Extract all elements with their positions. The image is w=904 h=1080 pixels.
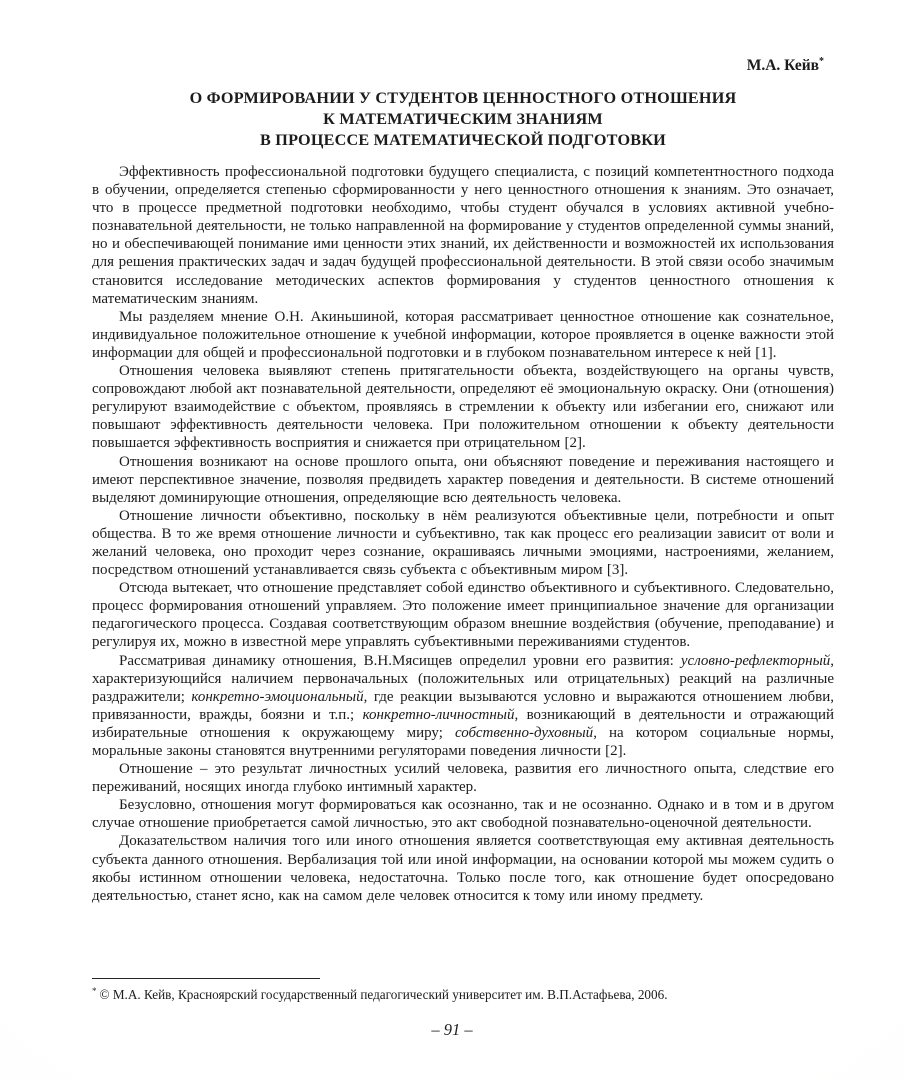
paragraph	[92, 308, 834, 362]
text-segment: , характеризующийся наличием первоначальных (положительных или отрицательных) реакций на различные раздражители;	[92, 652, 834, 705]
title-line-1: О ФОРМИРОВАНИИ У СТУДЕНТОВ ЦЕННОСТНОГО ОТНОШЕНИЯ	[189, 89, 737, 107]
text-segment: Отношения возникают на основе прошлого опыта, они объясняют поведение и переживания настоящего и имеют перспективное значение, позволяя предвидеть характер поведения и деятельности. В системе отношений выделяют доминирующие отношения, определяющие всю деятельность человека.	[92, 453, 834, 506]
text-segment: Безусловно, отношения могут формироваться как осознанно, так и не осознанно. Однако и в том и в другом случае отношение приобретается самой личностью, это акт свободной познавательно-оценочной деятельности.	[92, 797, 834, 832]
paragraph	[92, 163, 834, 308]
italic-term: конкретно-личностный	[362, 706, 515, 723]
text-segment: Рассматривая динамику отношения, В.Н.Мясищев определил уровни его развития:	[119, 652, 681, 669]
italic-term: условно-рефлекторный	[680, 652, 831, 669]
italic-term: собственно-духовный	[454, 724, 594, 741]
title-line-3: В ПРОЦЕССЕ МАТЕМАТИЧЕСКОЙ ПОДГОТОВКИ	[260, 131, 666, 149]
author-line	[92, 56, 834, 75]
paragraph	[92, 507, 834, 579]
text-segment: Эффективность профессиональной подготовки будущего специалиста, с позиций компетентностного подхода в обучении, определяется степенью сформированности у него ценностного отношения к знаниям. Это означает, что в процессе предметной подготовки необходимо, чтобы студент обучался в условиях активной учебно-познавательной деятельности, не только направленной на формирование у студентов определенной суммы знаний, но и обеспечивающей понимание ими ценности этих знаний, их действенности и возможностей их использования для решения практических задач и задач будущей профессиональной деятельности. В этой связи особо значимым становится исследование методических аспектов формирования у студентов ценностного отношения к математическим знаниям.	[92, 164, 834, 307]
paragraph	[92, 362, 834, 452]
italic-term: конкретно-эмоциональный	[191, 688, 364, 705]
text-segment: , на котором социальные нормы, моральные законы становятся внутренними регуляторами поведения личности [2].	[92, 724, 834, 759]
text-segment: Доказательством наличия того или иного отношения является соответствующая ему активная деятельность субъекта данного отношения. Вербализация той или иной информации, на основании которой мы можем судить о якобы истинном отношении человека, недостаточна. Только после того, как отношение будет опосредовано деятельностью, станет ясно, как на самом деле человек относится к тому или иному предмету.	[92, 833, 834, 904]
paragraph	[92, 579, 834, 651]
text-segment: , возникающий в деятельности и отражающий избирательные отношения к окружающему миру;	[92, 706, 834, 741]
article-body	[92, 163, 834, 905]
footnote-text: © М.А. Кейв, Красноярский государственный педагогический университет им. В.П.Астафьева, 2006.	[99, 987, 668, 1002]
paragraph	[92, 832, 834, 904]
title-line-2: К МАТЕМАТИЧЕСКИМ ЗНАНИЯМ	[323, 110, 603, 128]
paragraph	[92, 453, 834, 507]
footnote-mark: *	[92, 985, 97, 996]
author-name: М.А. Кейв	[746, 57, 819, 74]
paragraph	[92, 652, 834, 761]
footnote-rule	[92, 978, 320, 979]
paragraph	[92, 796, 834, 832]
author-footnote-mark: *	[819, 55, 824, 67]
page-number: – 91 –	[431, 1020, 473, 1039]
text-segment: Отсюда вытекает, что отношение представляет собой единство объективного и субъективного. Следовательно, процесс формирования отношений управляем. Это положение имеет принципиальное значение для организации педагогического процесса. Создавая соответствующим образом внешние воздействия (обучение, преподавание) и регулируя их, можно в известной мере управлять субъективными переживаниями студентов.	[92, 580, 834, 651]
text-segment: Отношение личности объективно, поскольку в нём реализуются объективные цели, потребности и опыт общества. В то же время отношение личности и субъективно, так как процесс его реализации зависит от воли и желаний человека, оно проходит через сознание, окрашиваясь личными эмоциями, настроениями, желанием, посредством отношений устанавливается связь субъекта с объективным миром [3].	[92, 507, 834, 579]
paragraph	[92, 760, 834, 796]
text-segment: Мы разделяем мнение О.Н. Акиньшиной, которая рассматривает ценностное отношение как сознательное, индивидуальное положительное отношение к учебной информации, которое проявляется в оценке важности этой информации для общей и профессиональной подготовки и в глубоком познавательном интересе к ней [1].	[92, 308, 834, 361]
text-segment: Отношения человека выявляют степень притягательности объекта, воздействующего на органы чувств, сопровождают любой акт познавательной деятельности, определяют её эмоциональную окраску. Они (отношения) регулируют взаимодействие с объектом, проявляясь в стремлении к объекту или избегании его, снижают или повышают эффективность деятельности человека. При положительном отношении к объекту деятельности повышается эффективность восприятия и снижается при отрицательном [2].	[92, 363, 834, 452]
footnote	[92, 986, 834, 1003]
article-title	[92, 88, 834, 151]
text-segment: , где реакции вызываются условно и выражаются отношением любви, привязанности, вражды, боязни и т.п.;	[92, 688, 835, 723]
text-segment: Отношение – это результат личностных усилий человека, развития его личностного опыта, следствие его переживаний, носящих иногда глубоко интимный характер.	[92, 761, 834, 796]
